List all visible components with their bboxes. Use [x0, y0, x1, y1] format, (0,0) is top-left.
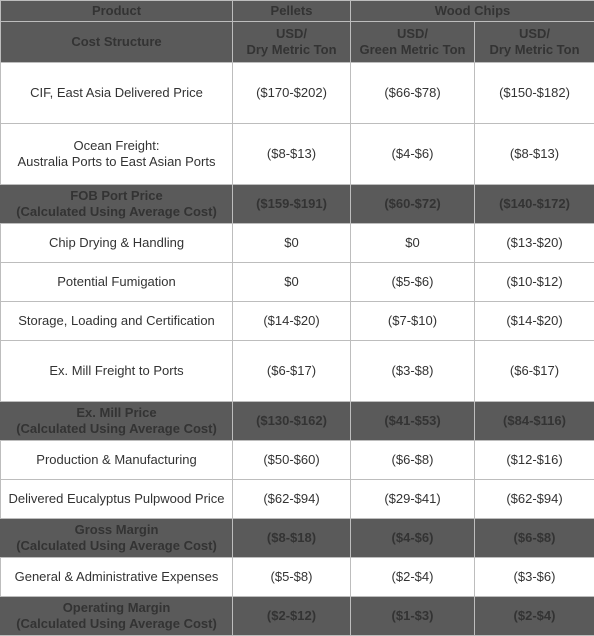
row-label: Delivered Eucalyptus Pulpwood Price — [1, 480, 233, 519]
row-label-line: Operating Margin — [5, 600, 228, 616]
header-pellets: Pellets — [233, 1, 351, 22]
cell-pellets: $0 — [233, 263, 351, 302]
cell-chips-green: ($41-$53) — [351, 402, 475, 441]
cell-pellets: ($50-$60) — [233, 441, 351, 480]
row-label: Potential Fumigation — [1, 263, 233, 302]
cell-chips-green: ($5-$6) — [351, 263, 475, 302]
table-row-ocean-freight — [1, 124, 594, 185]
cell-chips-dry: ($12-$16) — [475, 441, 594, 480]
row-label: Production & Manufacturing — [1, 441, 233, 480]
row-label: Ex. Mill Freight to Ports — [1, 341, 233, 402]
table-row-cif-price — [1, 63, 594, 124]
cell-pellets: ($62-$94) — [233, 480, 351, 519]
table-row-storage-loading — [1, 302, 594, 341]
row-label-line: Ocean Freight: — [5, 138, 228, 154]
cell-chips-dry: ($14-$20) — [475, 302, 594, 341]
cell-pellets: ($2-$12) — [233, 597, 351, 636]
cell-chips-dry: ($150-$182) — [475, 63, 594, 124]
row-label-line: (Calculated Using Average Cost) — [5, 204, 228, 220]
table-row-chip-drying — [1, 224, 594, 263]
header-cost-structure: Cost Structure — [1, 22, 233, 63]
header-unit-chips-dry — [475, 22, 594, 63]
table-row-fob-price — [1, 185, 594, 224]
cell-chips-dry: ($62-$94) — [475, 480, 594, 519]
cell-chips-green: ($3-$8) — [351, 341, 475, 402]
unit-line: USD/ — [237, 26, 346, 42]
cell-chips-green: ($60-$72) — [351, 185, 475, 224]
cell-chips-green: ($4-$6) — [351, 519, 475, 558]
unit-line: Green Metric Ton — [355, 42, 470, 58]
header-unit-pellets-dry — [233, 22, 351, 63]
cell-pellets: ($170-$202) — [233, 63, 351, 124]
header-wood-chips: Wood Chips — [351, 1, 594, 22]
cell-chips-dry: ($2-$4) — [475, 597, 594, 636]
cell-chips-green: ($29-$41) — [351, 480, 475, 519]
row-label: Storage, Loading and Certification — [1, 302, 233, 341]
cell-pellets: ($8-$18) — [233, 519, 351, 558]
cell-chips-dry: ($10-$12) — [475, 263, 594, 302]
row-label-line: (Calculated Using Average Cost) — [5, 421, 228, 437]
cell-chips-dry: ($140-$172) — [475, 185, 594, 224]
table-row-ex-mill-price — [1, 402, 594, 441]
unit-line: USD/ — [355, 26, 470, 42]
table-row-production — [1, 441, 594, 480]
header-row-units — [1, 22, 594, 63]
table-row-fumigation — [1, 263, 594, 302]
cell-pellets: ($130-$162) — [233, 402, 351, 441]
unit-line: USD/ — [479, 26, 590, 42]
row-label-line: FOB Port Price — [5, 188, 228, 204]
header-product: Product — [1, 1, 233, 22]
cell-chips-green: ($1-$3) — [351, 597, 475, 636]
cell-pellets: ($5-$8) — [233, 558, 351, 597]
cell-chips-green: ($6-$8) — [351, 441, 475, 480]
row-label — [1, 402, 233, 441]
table-row-pulpwood-price — [1, 480, 594, 519]
row-label-line: Australia Ports to East Asian Ports — [5, 154, 228, 170]
cell-pellets: ($8-$13) — [233, 124, 351, 185]
cell-chips-green: ($4-$6) — [351, 124, 475, 185]
cell-pellets: ($14-$20) — [233, 302, 351, 341]
row-label — [1, 597, 233, 636]
cell-chips-green: ($7-$10) — [351, 302, 475, 341]
row-label-line: (Calculated Using Average Cost) — [5, 538, 228, 554]
cell-chips-dry: ($84-$116) — [475, 402, 594, 441]
cell-pellets: ($6-$17) — [233, 341, 351, 402]
table-row-mill-freight — [1, 341, 594, 402]
cell-chips-green: ($2-$4) — [351, 558, 475, 597]
cell-chips-dry: ($8-$13) — [475, 124, 594, 185]
unit-line: Dry Metric Ton — [237, 42, 346, 58]
cell-chips-dry: ($6-$8) — [475, 519, 594, 558]
table-row-operating-margin — [1, 597, 594, 636]
row-label-line: Ex. Mill Price — [5, 405, 228, 421]
cell-chips-dry: ($6-$17) — [475, 341, 594, 402]
header-unit-chips-green — [351, 22, 475, 63]
table-row-gross-margin — [1, 519, 594, 558]
row-label-line: (Calculated Using Average Cost) — [5, 616, 228, 632]
cell-pellets: ($159-$191) — [233, 185, 351, 224]
cell-chips-green: ($66-$78) — [351, 63, 475, 124]
row-label: General & Administrative Expenses — [1, 558, 233, 597]
row-label — [1, 124, 233, 185]
cell-chips-dry: ($3-$6) — [475, 558, 594, 597]
row-label — [1, 185, 233, 224]
row-label: CIF, East Asia Delivered Price — [1, 63, 233, 124]
row-label: Chip Drying & Handling — [1, 224, 233, 263]
cell-pellets: $0 — [233, 224, 351, 263]
header-row-products — [1, 1, 594, 22]
unit-line: Dry Metric Ton — [479, 42, 590, 58]
cell-chips-dry: ($13-$20) — [475, 224, 594, 263]
table-row-g-and-a — [1, 558, 594, 597]
row-label-line: Gross Margin — [5, 522, 228, 538]
cell-chips-green: $0 — [351, 224, 475, 263]
row-label — [1, 519, 233, 558]
